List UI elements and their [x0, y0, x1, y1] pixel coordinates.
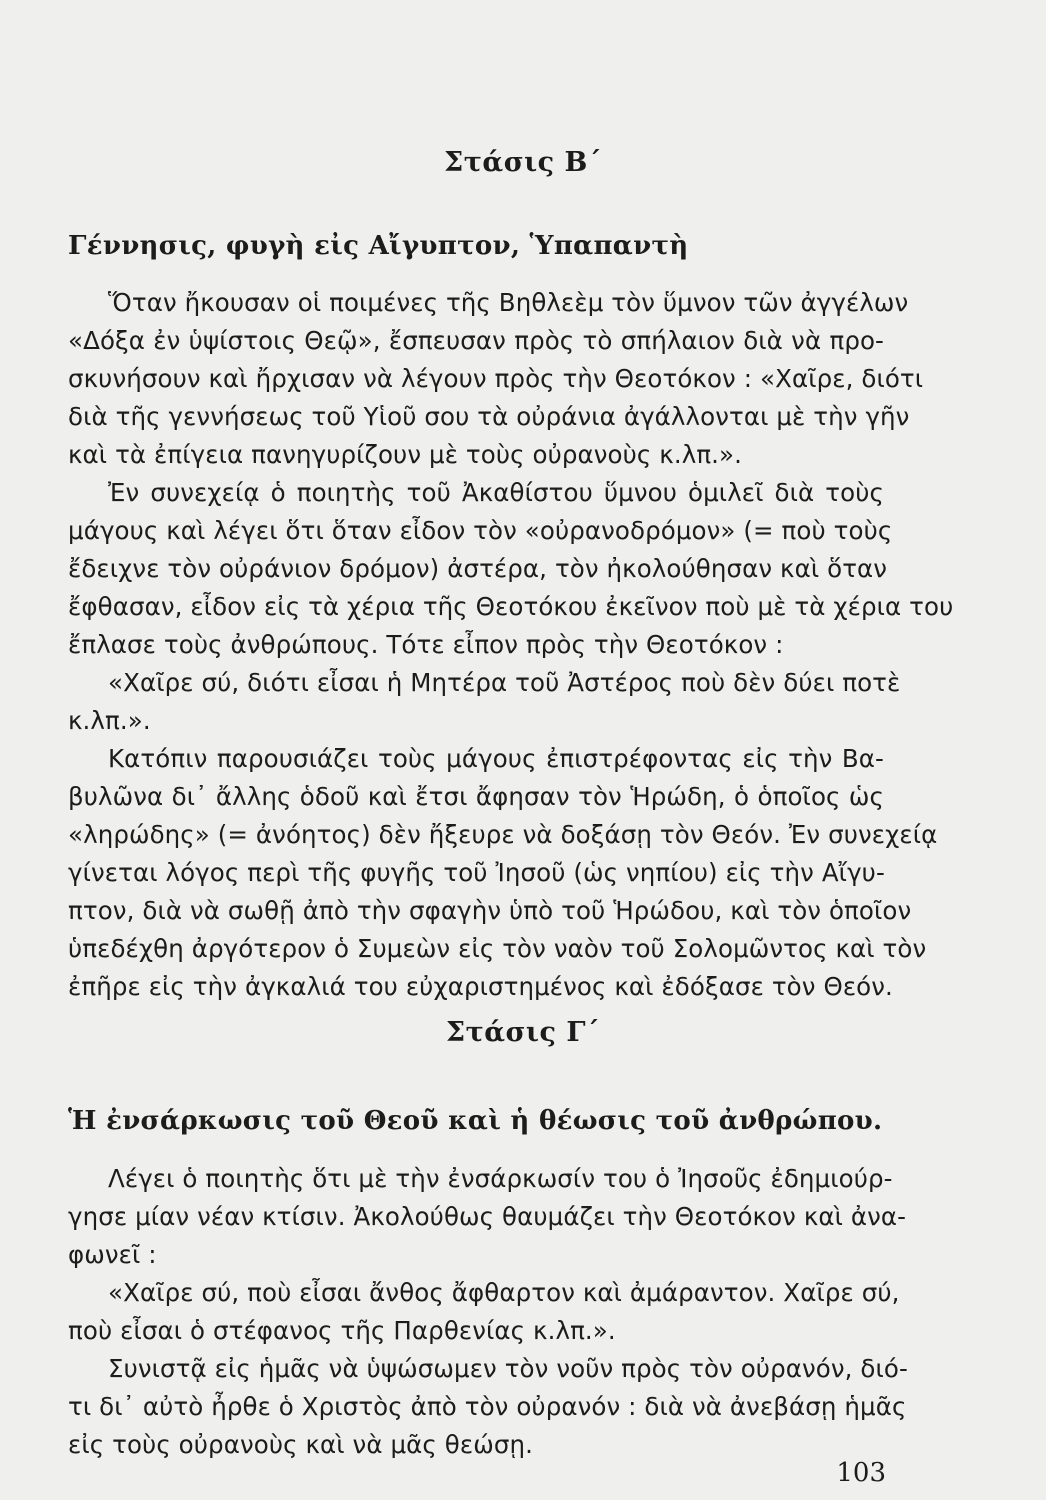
quote-line: ποὺ εἶσαι ὁ στέφανος τῆς Παρθενίας κ.λπ.». — [68, 1316, 616, 1345]
paragraph-line: εἰς τοὺς οὐρανοὺς καὶ νὰ μᾶς θεώσῃ. — [68, 1430, 533, 1459]
paragraph-line: Ἐν συνεχείᾳ ὁ ποιητὴς τοῦ Ἀκαθίστου ὕμνου ὁμιλεῖ διὰ τοὺς — [108, 478, 884, 507]
paragraph-line: καὶ τὰ ἐπίγεια πανηγυρίζουν μὲ τοὺς οὐρανοὺς κ.λπ.». — [68, 440, 743, 469]
paragraph-line: βυλῶνα δι᾽ ἄλλης ὁδοῦ καὶ ἔτσι ἄφησαν τὸν Ἡρώδη, ὁ ὁποῖος ὡς — [68, 782, 884, 811]
paragraph-line: Λέγει ὁ ποιητὴς ὅτι μὲ τὴν ἐνσάρκωσίν του ὁ Ἰησοῦς ἐδημιούρ- — [108, 1164, 893, 1193]
quote-line: «Χαῖρε σύ, ποὺ εἶσαι ἄνθος ἄφθαρτον καὶ ἀμάραντον. Χαῖρε σύ, — [108, 1278, 900, 1307]
paragraph-line: μάγους καὶ λέγει ὅτι ὅταν εἶδον τὸν «οὐρανοδρόμον» (= ποὺ τοὺς — [68, 516, 893, 545]
section-c-heading: Ἡ ἐνσάρκωσις τοῦ Θεοῦ καὶ ἡ θέωσις τοῦ ἀνθρώπου. — [68, 1106, 883, 1136]
paragraph-line: ἔφθασαν, εἶδον εἰς τὰ χέρια τῆς Θεοτόκου ἐκεῖνον ποὺ μὲ τὰ χέρια του — [68, 592, 954, 621]
paragraph-line: πτον, διὰ νὰ σωθῇ ἀπὸ τὴν σφαγὴν ὑπὸ τοῦ Ἡρώδου, καὶ τὸν ὁποῖον — [68, 896, 912, 925]
paragraph-line: Κατόπιν παρουσιάζει τοὺς μάγους ἐπιστρέφοντας εἰς τὴν Βα- — [108, 744, 884, 773]
paragraph-line: γησε μίαν νέαν κτίσιν. Ἀκολούθως θαυμάζει τὴν Θεοτόκον καὶ ἀνα- — [68, 1202, 907, 1231]
paragraph-line: διὰ τῆς γεννήσεως τοῦ Υἱοῦ σου τὰ οὐράνια ἀγάλλονται μὲ τὴν γῆν — [68, 402, 910, 431]
paragraph-line: ἔπλασε τοὺς ἀνθρώπους. Τότε εἶπον πρὸς τὴν Θεοτόκον : — [68, 630, 784, 659]
page-number: 103 — [836, 1458, 886, 1488]
paragraph-line: τι δι᾽ αὐτὸ ἦρθε ὁ Χριστὸς ἀπὸ τὸν οὐρανόν : διὰ νὰ ἀνεβάσῃ ἡμᾶς — [68, 1392, 907, 1421]
paragraph-line: ὑπεδέχθη ἀργότερον ὁ Συμεὼν εἰς τὸν ναὸν τοῦ Σολομῶντος καὶ τὸν — [68, 934, 927, 963]
quote-line: κ.λπ.». — [68, 706, 151, 735]
section-c-title: Στάσις Γ΄ — [445, 1017, 600, 1048]
paragraph-line: «ληρώδης» (= ἀνόητος) δὲν ἤξευρε νὰ δοξάσῃ τὸν Θεόν. Ἐν συνεχείᾳ — [68, 820, 938, 849]
section-b-title: Στάσις Β΄ — [444, 147, 602, 178]
section-b-heading: Γέννησις, φυγὴ εἰς Αἴγυπτον, Ὑπαπαντὴ — [68, 231, 689, 261]
paragraph-line: ἔδειχνε τὸν οὐράνιον δρόμον) ἀστέρα, τὸν ἠκολούθησαν καὶ ὅταν — [68, 554, 888, 583]
paragraph-line: γίνεται λόγος περὶ τῆς φυγῆς τοῦ Ἰησοῦ (ὡς νηπίου) εἰς τὴν Αἴγυ- — [68, 858, 885, 887]
paragraph-line: Συνιστᾷ εἰς ἡμᾶς νὰ ὑψώσωμεν τὸν νοῦν πρὸς τὸν οὐρανόν, διό- — [108, 1354, 908, 1383]
paragraph-line: ἐπῆρε εἰς τὴν ἀγκαλιά του εὐχαριστημένος καὶ ἐδόξασε τὸν Θεόν. — [68, 972, 893, 1001]
paragraph-line: σκυνήσουν καὶ ἤρχισαν νὰ λέγουν πρὸς τὴν Θεοτόκον : «Χαῖρε, διότι — [68, 364, 924, 393]
paragraph-line: «Δόξα ἐν ὑψίστοις Θεῷ», ἔσπευσαν πρὸς τὸ σπήλαιον διὰ νὰ προ- — [68, 326, 884, 355]
paragraph-line: φωνεῖ : — [68, 1240, 157, 1269]
paragraph-line: Ὅταν ἤκουσαν οἱ ποιμένες τῆς Βηθλεὲμ τὸν ὕμνον τῶν ἀγγέλων — [108, 288, 909, 317]
quote-line: «Χαῖρε σύ, διότι εἶσαι ἡ Μητέρα τοῦ Ἀστέρος ποὺ δὲν δύει ποτὲ — [108, 668, 901, 697]
